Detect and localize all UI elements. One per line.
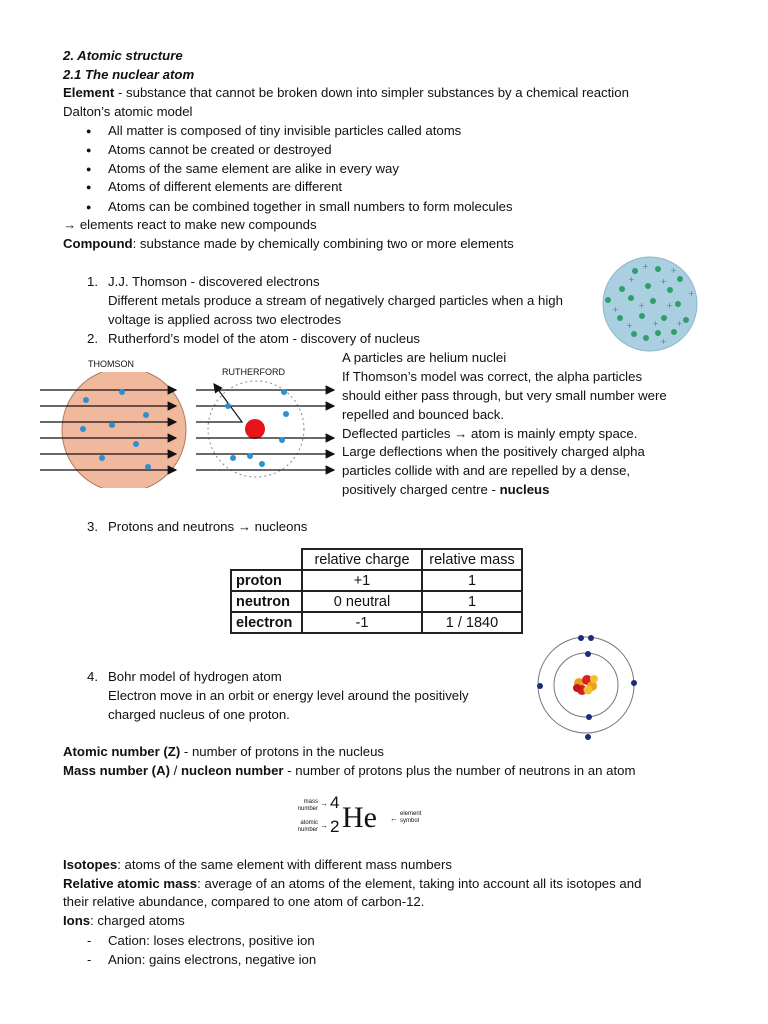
arrow-left-icon: ← (390, 814, 398, 823)
svg-text:+: + (628, 275, 635, 284)
thomson-text: Different metals produce a stream of negatively charged particles when a high (108, 293, 563, 308)
dalton-heading: Dalton’s atomic model (63, 104, 193, 119)
arrow-note: → elements react to make new compounds (63, 217, 317, 232)
mass-number-value: 4 (330, 793, 340, 812)
table-row (231, 612, 522, 633)
rutherford-note: particles collide with and are repelled by a dense, (342, 463, 631, 478)
rutherford-note: A particles are helium nuclei (342, 350, 507, 365)
isotopes-definition: Isotopes: atoms of the same element with different mass numbers (63, 857, 452, 872)
dash-icon: - (87, 933, 92, 948)
dalton-point: ● All matter is composed of tiny invisible particles called atoms (108, 122, 461, 140)
dalton-point: ● Atoms can be combined together in small numbers to form molecules (108, 198, 513, 216)
table-cell: 1 (422, 591, 522, 612)
rutherford-note: Large deflections when the positively charged alpha (342, 444, 645, 459)
nucleons-heading: Protons and neutrons → nucleons (108, 519, 308, 534)
list-number: 2. (87, 331, 98, 346)
rutherford-note: repelled and bounced back. (342, 407, 505, 422)
ram-definition: Relative atomic mass: average of an atoms of the element, taking into account all its isotopes and (63, 876, 642, 891)
atomic-number-value: 2 (330, 817, 340, 836)
list-number: 1. (87, 274, 98, 289)
table-cell: proton (231, 570, 302, 591)
svg-text:+: + (688, 289, 695, 298)
svg-text:+: + (638, 301, 645, 310)
table-cell: 0 neutral (302, 591, 422, 612)
element-definition: Element - substance that cannot be broken down into simpler substances by a chemical reaction (63, 85, 629, 100)
atomic-number-definition: Atomic number (Z) - number of protons in the nucleus (63, 744, 385, 759)
atomic-number-label: atomic number (297, 820, 318, 833)
rutherford-note: If Thomson’s model was correct, the alpha particles (342, 369, 643, 384)
plum-pudding-model-image (600, 256, 700, 352)
rutherford-note: Deflected particles → atom is mainly empty space. (342, 426, 638, 441)
table-cell: -1 (302, 612, 422, 633)
svg-text:+: + (642, 262, 649, 271)
table-cell: 1 (422, 570, 522, 591)
rutherford-note: should either pass through, but very small number were (342, 388, 667, 403)
thomson-text: voltage is applied across two electrodes (108, 312, 342, 327)
arrow-icon: → (320, 821, 328, 830)
svg-text:+: + (666, 301, 673, 310)
table-header: relative charge (302, 549, 422, 570)
mass-number-label: mass number (297, 799, 318, 812)
svg-text:+: + (612, 305, 619, 314)
table-cell: +1 (302, 570, 422, 591)
arrow-icon: → (320, 799, 328, 808)
svg-text:+: + (670, 266, 677, 275)
bohr-text: charged nucleus of one proton. (108, 707, 290, 722)
ion-type: Cation: loses electrons, positive ion (108, 933, 315, 948)
svg-text:+: + (660, 337, 667, 346)
bohr-text: Electron move in an orbit or energy level around the positively (108, 688, 469, 703)
thomson-heading: J.J. Thomson - discovered electrons (108, 274, 320, 289)
page-title: 2. Atomic structure (63, 48, 183, 63)
mass-number-definition: Mass number (A) / nucleon number - number of protons plus the number of neutrons in an atom (63, 763, 636, 778)
particle-table (230, 548, 523, 634)
ions-definition: Ions: charged atoms (63, 913, 185, 928)
dash-icon: - (87, 952, 92, 967)
table-cell: neutron (231, 591, 302, 612)
svg-text:+: + (652, 319, 659, 328)
list-number: 3. (87, 519, 98, 534)
table-row (231, 570, 522, 591)
rutherford-heading: Rutherford’s model of the atom - discovery of nucleus (108, 331, 421, 346)
table-header-row (231, 549, 522, 570)
table-header: relative mass (422, 549, 522, 570)
bohr-heading: Bohr model of hydrogen atom (108, 669, 282, 684)
element-symbol: He (342, 801, 377, 834)
rutherford-diagram-label: RUTHERFORD (222, 367, 285, 377)
ram-definition-cont: their relative abundance, compared to one atom of carbon-12. (63, 894, 425, 909)
dalton-point: ● Atoms of the same element are alike in every way (108, 160, 399, 178)
thomson-diagram-label: THOMSON (88, 359, 134, 369)
list-number: 4. (87, 669, 98, 684)
section-title: 2.1 The nuclear atom (63, 67, 195, 82)
table-cell: electron (231, 612, 302, 633)
rutherford-note: positively charged centre - nucleus (342, 482, 550, 497)
table-cell: 1 / 1840 (422, 612, 522, 633)
element-symbol-label: element symbol (400, 811, 422, 824)
thomson-rutherford-diagram (38, 372, 338, 488)
svg-text:+: + (660, 277, 667, 286)
dalton-point: ● Atoms cannot be created or destroyed (108, 141, 332, 159)
svg-text:+: + (626, 321, 633, 330)
table-corner (231, 549, 302, 570)
table-row (231, 591, 522, 612)
dalton-point: ● Atoms of different elements are different (108, 178, 342, 196)
ion-type: Anion: gains electrons, negative ion (108, 952, 317, 967)
svg-text:+: + (676, 319, 683, 328)
bohr-model-image (532, 632, 640, 742)
nuclide-notation (292, 793, 432, 842)
compound-definition: Compound: substance made by chemically combining two or more elements (63, 236, 514, 251)
